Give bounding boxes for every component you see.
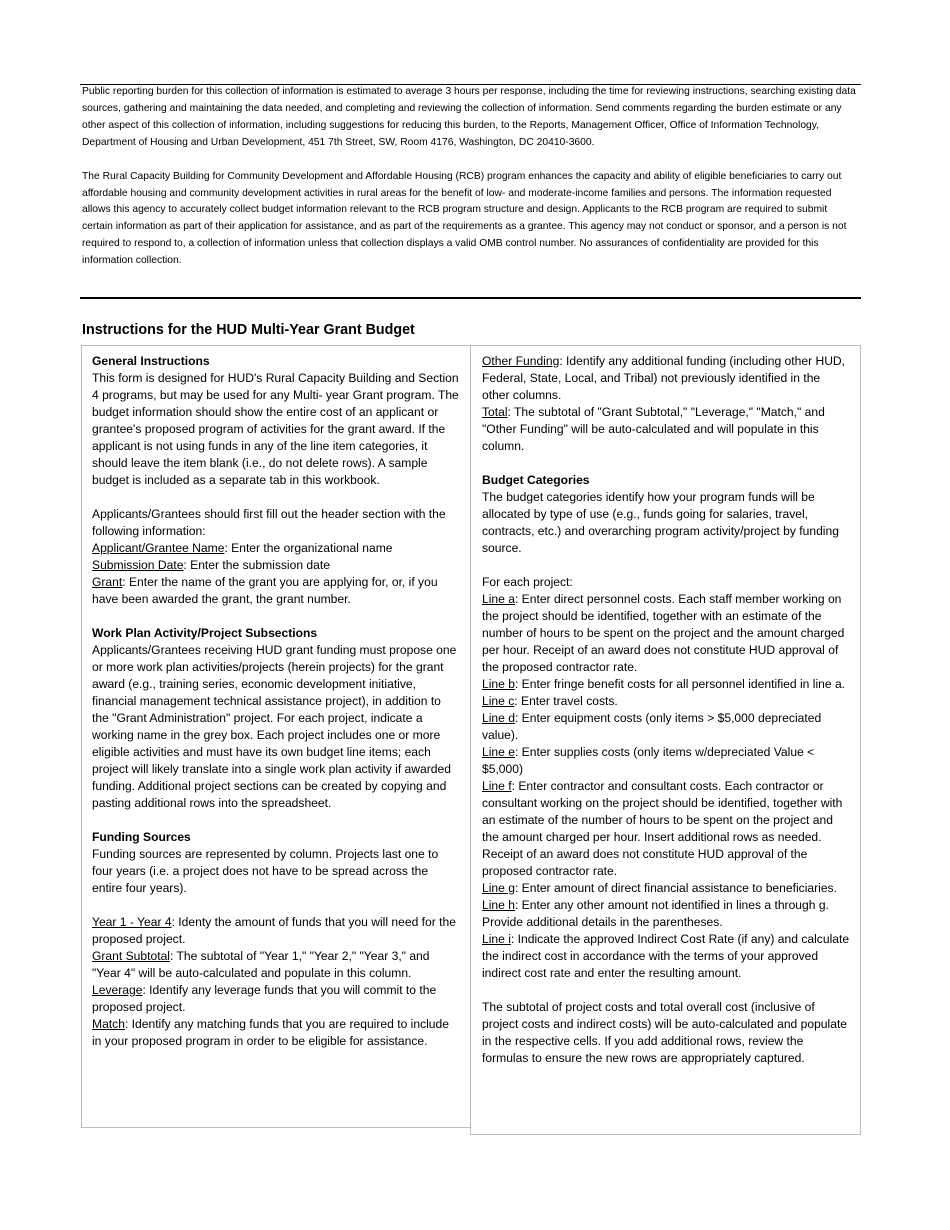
- budget-line-item: [482, 778, 850, 880]
- budget-categories-title: Budget Categories: [482, 473, 590, 487]
- field-term: Submission Date: [92, 558, 184, 572]
- field-desc: : Enter the organizational name: [224, 541, 393, 555]
- line-term: Line a: [482, 592, 515, 606]
- budget-line-item: [482, 931, 850, 982]
- line-desc: : Enter any other amount not identified in lines a through g. Provide additional details in the parentheses.: [482, 898, 829, 929]
- burden-paragraph: Public reporting burden for this collection of information is estimated to average 3 hours per response, including the time for reviewing instructions, searching existing data sources, gathering and maintaining the data needed, and completing and reviewing the collection of information. Send comments regarding the burden estimate or any other aspect of this collection of information, including suggestions for reducing this burden, to the Reports, Management Officer, Office of Information Technology, Department of Housing and Urban Development, 451 7th Street, SW, Room 4176, Washington, DC 20410-3600.: [82, 86, 856, 148]
- section-divider: [80, 297, 861, 299]
- line-term: Line g: [482, 881, 515, 895]
- funding-term: Grant Subtotal: [92, 949, 170, 963]
- header-intro: Applicants/Grantees should first fill out the header section with the following information:: [92, 507, 446, 538]
- line-term: Line b: [482, 677, 515, 691]
- funding-sources-body: Funding sources are represented by column. Projects last one to four years (i.e. a project does not have to be spread across the entire four years).: [92, 847, 439, 895]
- funding-desc: : The subtotal of "Year 1," "Year 2," "Year 3," and "Year 4" will be auto-calculated and populate in this column.: [92, 949, 430, 980]
- burden-statement: [82, 84, 860, 270]
- budget-line-item: [482, 676, 850, 693]
- project-intro: For each project:: [482, 575, 573, 589]
- budget-line-item: [482, 693, 850, 710]
- field-desc: : Enter the submission date: [183, 558, 330, 572]
- program-paragraph: The Rural Capacity Building for Community Development and Affordable Housing (RCB) program enhances the capacity and ability of eligible beneficiaries to carry out affordable housing and community development activities in rural areas for the benefit of low- and moderate-income families and persons. The information requested allows this agency to accurately collect budget information relevant to the RCB program structure and design. Applicants to the RCB program are required to submit certain information as part of their application for assistance, and as part of the requirements as a grantee. This agency may not conduct or sponsor, and a person is not required to respond to, a collection of information unless that collection displays a valid OMB control number. No assurances of confidentiality are provided for this information collection.: [82, 170, 847, 267]
- funding-term-item: [482, 404, 850, 455]
- line-desc: : Enter equipment costs (only items > $5,000 depreciated value).: [482, 711, 822, 742]
- budget-line-item: [482, 710, 850, 744]
- line-term: Line h: [482, 898, 515, 912]
- line-desc: : Enter travel costs.: [514, 694, 618, 708]
- instructions-left-column: [81, 345, 471, 1128]
- funding-term-item: [92, 914, 460, 948]
- funding-sources-title: Funding Sources: [92, 830, 191, 844]
- funding-desc: : Identify any matching funds that you are required to include in your proposed program in order to be eligible for assistance.: [92, 1017, 449, 1048]
- general-instructions-body: This form is designed for HUD's Rural Capacity Building and Section 4 programs, but may be used for any Multi- year Grant program. The budget information should show the entire cost of an applicant or grantee's proposed program of activities for the grant award. If the applicant is not using funds in any of the line item categories, it should leave the item blank (i.e., do not delete rows). A sample budget is included as a separate tab in this workbook.: [92, 371, 459, 487]
- budget-line-item: [482, 591, 850, 676]
- page-title: Instructions for the HUD Multi-Year Grant Budget: [82, 322, 415, 338]
- funding-desc: : Identify any leverage funds that you will commit to the proposed project.: [92, 983, 437, 1014]
- funding-term-item: [92, 1016, 460, 1050]
- line-desc: : Indicate the approved Indirect Cost Rate (if any) and calculate the indirect cost in accordance with the terms of your approved indirect cost rate and enter the resulting amount.: [482, 932, 850, 980]
- line-desc: : Enter contractor and consultant costs. Each contractor or consultant working on the project should be identified, together with an estimate of the number of hours to be spent on the project and the amount charged per hour. Insert additional rows as needed. Receipt of an award does not constitute HUD approval of the proposed contractor rate.: [482, 779, 843, 878]
- field-term: Grant: [92, 575, 123, 589]
- field-item: [92, 574, 460, 608]
- work-plan-body: Applicants/Grantees receiving HUD grant funding must propose one or more work plan activities/projects (herein projects) for the grant award (e.g., training series, economic development initiative, financial management technical assistance project), in addition to the "Grant Administration" project. For each project, indicate a working name in the grey box. Each project includes one or more eligible activities and must have its own budget line items; each project will likely translate into a single work plan activity if awarded funding. Additional project sections can be created by copying and pasting additional rows into the spreadsheet.: [92, 643, 457, 810]
- instructions-right-column: [470, 345, 861, 1135]
- funding-term: Match: [92, 1017, 125, 1031]
- line-term: Line d: [482, 711, 515, 725]
- funding-term-item: [92, 948, 460, 982]
- budget-categories-body: The budget categories identify how your program funds will be allocated by type of use (e.g., funds going for salaries, travel, contracts, etc.) and overarching program activity/project by funding source.: [482, 490, 839, 555]
- budget-line-item: [482, 897, 850, 931]
- line-desc: : Enter fringe benefit costs for all personnel identified in line a.: [514, 677, 846, 691]
- funding-term: Total: [482, 405, 508, 419]
- budget-line-item: [482, 744, 850, 778]
- funding-desc: : Identy the amount of funds that you will need for the proposed project.: [92, 915, 456, 946]
- funding-desc: : Identify any additional funding (including other HUD, Federal, State, Local, and Tribal) not previously identified in the other columns.: [482, 354, 846, 402]
- line-term: Line f: [482, 779, 512, 793]
- line-term: Line e: [482, 745, 515, 759]
- field-item: [92, 557, 460, 574]
- funding-term-item: [92, 982, 460, 1016]
- line-desc: : Enter direct personnel costs. Each staff member working on the project should be identified, together with an estimate of the number of hours to be spent on the project and the amount charged per hour. Receipt of an award does not constitute HUD approval of the proposed contractor rate.: [482, 592, 845, 674]
- field-term: Applicant/Grantee Name: [92, 541, 225, 555]
- field-item: [92, 540, 460, 557]
- line-term: Line c: [482, 694, 515, 708]
- general-instructions-title: General Instructions: [92, 354, 210, 368]
- field-desc: : Enter the name of the grant you are applying for, or, if you have been awarded the grant, the grant number.: [92, 575, 438, 606]
- line-desc: : Enter amount of direct financial assistance to beneficiaries.: [514, 881, 837, 895]
- line-term: Line i: [482, 932, 511, 946]
- closing-note: The subtotal of project costs and total overall cost (inclusive of project costs and indirect costs) will be auto-calculated and populate in the respective cells. If you add additional rows, review the formulas to ensure the new rows are appropriately captured.: [482, 1000, 848, 1065]
- funding-term-item: [482, 353, 850, 404]
- line-desc: : Enter supplies costs (only items w/depreciated Value < $5,000): [482, 745, 815, 776]
- work-plan-title: Work Plan Activity/Project Subsections: [92, 626, 318, 640]
- budget-line-item: [482, 880, 850, 897]
- funding-desc: : The subtotal of "Grant Subtotal," "Leverage," "Match," and "Other Funding" will be auto-calculated and will populate in this column.: [482, 405, 825, 453]
- funding-term: Other Funding: [482, 354, 560, 368]
- funding-term: Year 1 - Year 4: [92, 915, 172, 929]
- funding-term: Leverage: [92, 983, 143, 997]
